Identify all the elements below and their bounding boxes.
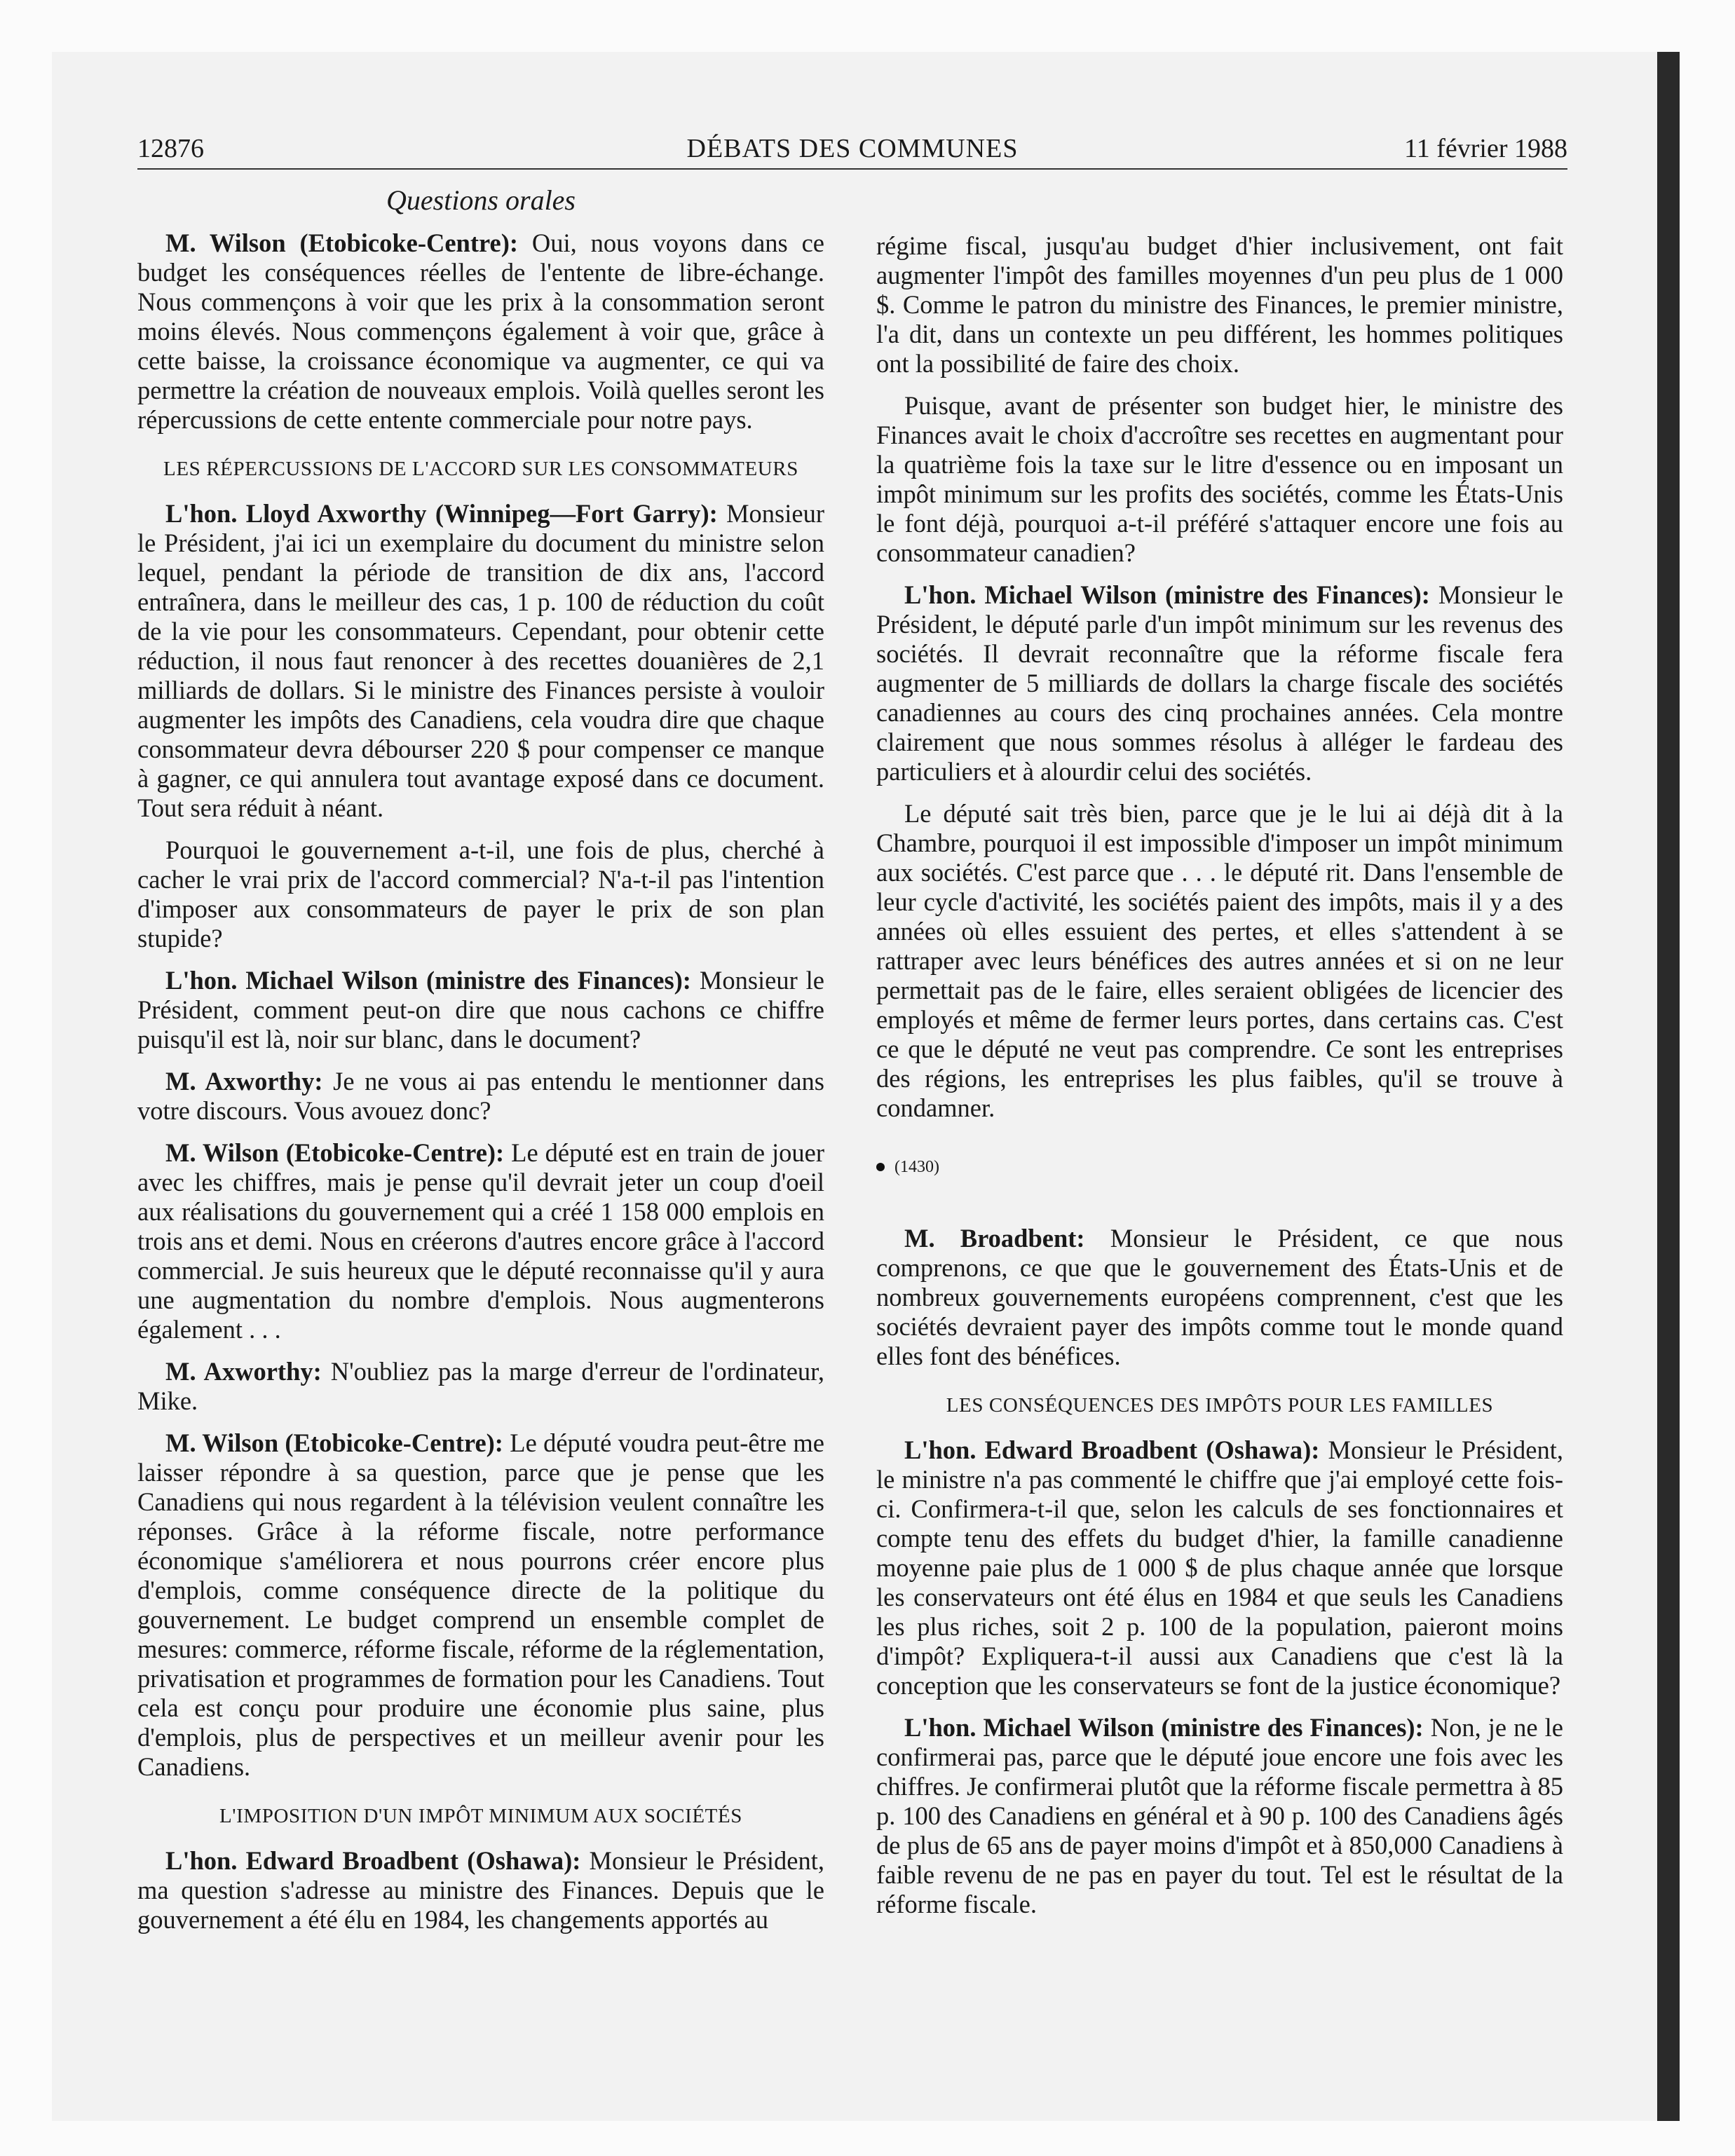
paragraph — [876, 1224, 1563, 1371]
paragraph-text: Monsieur le Président, ce que nous comprenons, ce que que le gouvernement des États-Unis et de nombreux gouvernements européens comprennent, c'est que les sociétés devraient payer des impôts comme tout le monde quand elles font des bénéfices. — [876, 1224, 1563, 1370]
paragraph-text: Monsieur le Président, le député parle d'un impôt minimum sur les revenus des sociétés. Il devrait reconnaître que la réforme fiscale fera augmenter de 5 milliards de dollars la charge fiscale des sociétés canadiennes au cours des cinq prochaines années. Cela montre clairement que nous sommes résolus à alléger le fardeau des particuliers et à alourdir celui des sociétés. — [876, 580, 1563, 786]
paragraph-text: Le député voudra peut-être me laisser répondre à sa question, parce que je pense que les Canadiens qui nous regardent à la télévision veulent connaître les réponses. Grâce à la réforme fiscale, notre performance économique s'améliorera et nous pourrons créer encore plus d'emplois, comme conséquence directe de la politique du gouvernement. Le budget comprend un ensemble complet de mesures: commerce, réforme fiscale, réforme de la réglementation, privatisation et programmes de formation pour les Canadiens. Tout cela est conçu pour produire une économie plus saine, plus d'emplois, plus de perspectives et un meilleur avenir pour les Canadiens. — [137, 1428, 824, 1781]
paragraph-text: Le député est en train de jouer avec les chiffres, mais je pense qu'il devrait jeter un coup d'oeil aux réalisations du gouvernement qui a créé 1 158 000 emplois en trois ans et demi. Nous en créerons d'autres encore grâce à l'accord commercial. Je suis heureux que le député reconnaisse qu'il y aura une augmentation du nombre d'emplois. Nous augmenterons également . . . — [137, 1138, 824, 1344]
paragraph-text: Oui, nous voyons dans ce budget les conséquences réelles de l'entente de libre-échange. Nous commençons à voir que les prix à la consommation seront moins élevés. Nous commençons également à voir que, grâce à cette baisse, la croissance économique va augmenter, ce qui va permettre la création de nouveaux emplois. Voilà quelles seront les répercussions de cette entente commerciale pour notre pays. — [137, 228, 825, 434]
speaker-name: L'hon. Lloyd Axworthy (Winnipeg—Fort Garry): — [165, 499, 718, 528]
paragraph — [137, 835, 824, 953]
page-header — [137, 133, 1567, 167]
publication-title: DÉBATS DES COMMUNES — [686, 134, 1019, 163]
speaker-name: L'hon. Michael Wilson (ministre des Finances): — [904, 580, 1430, 609]
speaker-name: M. Broadbent: — [904, 1224, 1085, 1253]
paragraph-text: régime fiscal, jusqu'au budget d'hier inclusivement, ont fait augmenter l'impôt des familles moyennes d'un peu plus de 1 000 $. Comme le patron du ministre des Finances, le premier ministre, l'a dit, dans un contexte un peu différent, les hommes politiques ont la possibilité de faire des choix. — [876, 231, 1563, 378]
paragraph — [137, 1067, 824, 1126]
paragraph-text: Le député sait très bien, parce que je le lui ai déjà dit à la Chambre, pourquoi il est impossible d'imposer un impôt minimum aux sociétés. C'est parce que . . . le député rit. Dans l'ensemble de leur cycle d'activité, les sociétés paient des impôts, mais il y a des années où elles essuient des pertes, et elles s'attendent à se rattraper avec leurs bénéfices des autres années et si on ne leur permettait pas de le faire, elles seraient obligées de licencier des employés et même de fermer leurs portes, dans certains cas. C'est ce que le député ne veut pas comprendre. Ce sont les entreprises des régions, les entreprises les plus faibles, qu'il se trouve à condamner. — [876, 799, 1563, 1122]
speaker-name: M. Axworthy: — [165, 1067, 323, 1096]
subheading: L'IMPOSITION D'UN IMPÔT MINIMUM AUX SOCIÉTÉS — [219, 1805, 743, 1827]
paragraph — [876, 1713, 1563, 1919]
speaker-name: L'hon. Edward Broadbent (Oshawa): — [165, 1846, 581, 1875]
paragraph — [137, 228, 824, 435]
speaker-name: L'hon. Michael Wilson (ministre des Finances): — [165, 966, 691, 995]
paragraph — [137, 1428, 824, 1782]
speaker-name: M. Wilson (Etobicoke-Centre): — [165, 1138, 505, 1167]
paragraph-text: Non, je ne le confirmerai pas, parce que le député joue encore une fois avec les chiffres. Je confirmerai plutôt que la réforme fiscale permettra à 85 p. 100 des Canadiens en général et à 90 p. 100 des Canadiens âgés de plus de 65 ans de payer moins d'impôt et à 850,000 Canadiens à faible revenu de ne pas en payer du tout. Tel est le résultat de la réforme fiscale. — [876, 1713, 1563, 1918]
subheading: LES RÉPERCUSSIONS DE L'ACCORD SUR LES CONSOMMATEURS — [163, 458, 798, 480]
paragraph — [137, 966, 824, 1054]
header-rule — [137, 168, 1567, 170]
right-column — [876, 231, 1563, 1932]
left-column — [137, 228, 824, 1947]
paragraph — [876, 1435, 1563, 1700]
speaker-name: M. Wilson (Etobicoke-Centre): — [165, 1428, 503, 1457]
paragraph-text: Monsieur le Président, ma question s'adresse au ministre des Finances. Depuis que le gouvernement a été élu en 1984, les changements apportés au — [137, 1846, 825, 1934]
speaker-name: M. Wilson (Etobicoke-Centre): — [165, 228, 519, 257]
subheading: LES CONSÉQUENCES DES IMPÔTS POUR LES FAMILLES — [946, 1394, 1494, 1417]
page-number: 12876 — [137, 134, 204, 163]
speaker-name: L'hon. Edward Broadbent (Oshawa): — [904, 1435, 1320, 1464]
paragraph-text: Monsieur le Président, le ministre n'a pas commenté le chiffre que j'ai employé cette fois-ci. Confirmera-t-il que, selon les calculs de ses fonctionnaires et compte tenu des effets du budget d'hier, la famille canadienne moyenne paie plus de 1 000 $ de plus chaque année que lorsque les conservateurs ont été élus en 1984 et que seuls les Canadiens les plus riches, soit 2 p. 100 de la population, paieront moins d'impôt? Expliquera-t-il aussi aux Canadiens que c'est là la conception que les conservateurs se font de la justice économique? — [876, 1435, 1564, 1700]
speaker-name: M. Axworthy: — [165, 1357, 322, 1386]
bullet-icon — [876, 1163, 885, 1171]
paragraph — [137, 1357, 824, 1416]
paragraph — [876, 391, 1563, 568]
paragraph — [137, 499, 824, 823]
paragraph-text: Monsieur le Président, comment peut-on dire que nous cachons ce chiffre puisqu'il est là, noir sur blanc, dans le document? — [137, 966, 824, 1053]
time-marker — [876, 1152, 1563, 1182]
paragraph — [876, 580, 1563, 786]
section-title: Questions orales — [386, 184, 576, 216]
paragraph — [137, 1846, 824, 1935]
paragraph-text: N'oubliez pas la marge d'erreur de l'ordinateur, Mike. — [137, 1357, 824, 1415]
paragraph-text: Puisque, avant de présenter son budget hier, le ministre des Finances avait le choix d'accroître ses recettes en augmentant pour la quatrième fois la taxe sur le litre d'essence ou en imposant un impôt minimum sur les profits des sociétés, comme les États-Unis le font déjà, pourquoi a-t-il préféré s'attaquer encore une fois au consommateur canadien? — [876, 391, 1563, 567]
speaker-name: L'hon. Michael Wilson (ministre des Finances): — [904, 1713, 1424, 1742]
paragraph — [876, 231, 1563, 378]
paragraph-text: Pourquoi le gouvernement a-t-il, une fois de plus, cherché à cacher le vrai prix de l'accord commercial? N'a-t-il pas l'intention d'imposer aux consommateurs de payer le prix de son plan stupide? — [137, 835, 824, 953]
publication-date: 11 février 1988 — [1404, 134, 1567, 163]
paragraph — [876, 799, 1563, 1123]
time-marker-label: (1430) — [894, 1158, 939, 1176]
scan-edge-bar — [1657, 52, 1680, 2121]
paragraph — [137, 1138, 824, 1344]
paragraph-text: Je ne vous ai pas entendu le mentionner dans votre discours. Vous avouez donc? — [137, 1067, 825, 1125]
paragraph-text: Monsieur le Président, j'ai ici un exemplaire du document du ministre selon lequel, pendant la période de transition de dix ans, l'accord entraînera, dans le meilleur des cas, 1 p. 100 de réduction du coût de la vie pour les consommateurs. Cependant, pour obtenir cette réduction, il nous faut renoncer à des recettes douanières de 2,1 milliards de dollars. Si le ministre des Finances persiste à vouloir augmenter les impôts des Canadiens, cela voudra dire que chaque consommateur devra débourser 220 $ pour compenser ce manque à gagner, ce qui annulera tout avantage exposé dans ce document. Tout sera réduit à néant. — [137, 499, 825, 822]
